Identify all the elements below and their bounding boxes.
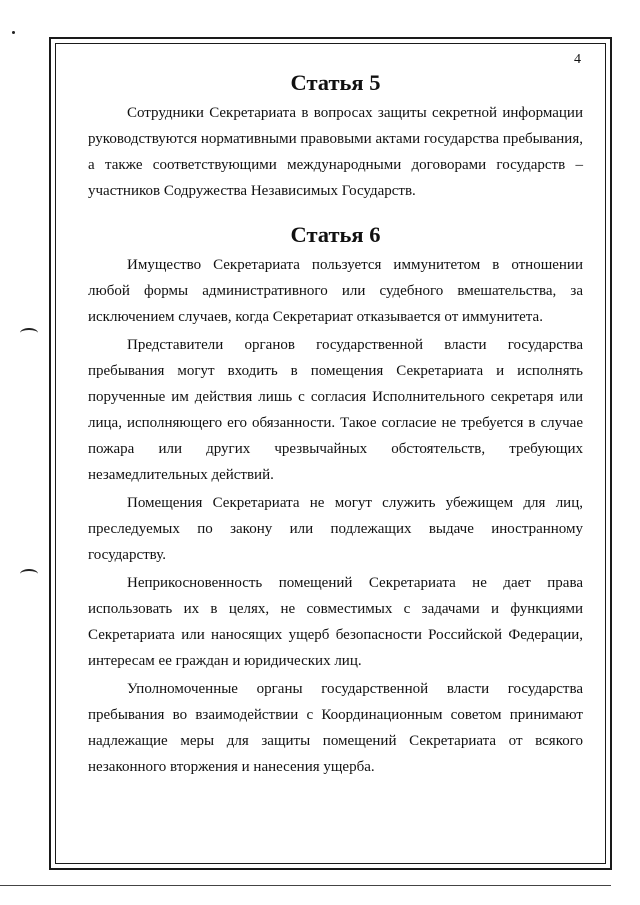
article-5-paragraph: Сотрудники Секретариата в вопросах защиты секретной информации руководствуются нормативными правовыми актами государства пребывания, а также соответствующими международными договорами государств – участников Содружества Независимых Государств. [88,105,583,199]
article-6-title: Статья 6 [290,222,381,247]
binding-hole-mark [20,569,38,579]
binding-hole-mark [20,328,38,338]
article-6-paragraph: Имущество Секретариата пользуется иммунитетом в отношении любой формы административного или судебного вмешательства, за исключением случаев, когда Секретариат отказывается от иммунитета. [88,257,583,325]
scan-speck [12,31,15,34]
scan-edge-line [0,885,611,886]
article-6-paragraph: Уполномоченные органы государственной власти государства пребывания во взаимодействии с Координационным советом принимают надлежащие меры для защиты помещений Секретариата от всякого незаконного вторжения и нанесения ущерба. [88,681,583,775]
article-5-title: Статья 5 [290,70,381,95]
document-body [88,70,583,780]
article-6-paragraph: Представители органов государственной власти государства пребывания могут входить в помещения Секретариата и исполнять порученные им действия лишь с согласия Исполнительного секретаря или лица, исполняющего его обязанности. Такое согласие не требуется в случае пожара или других чрезвычайных обстоятельств, требующих незамедлительных действий. [88,337,583,483]
article-6-paragraph: Помещения Секретариата не могут служить убежищем для лиц, преследуемых по закону или подлежащих выдаче иностранному государству. [88,495,583,563]
page-number: 4 [574,52,581,67]
article-6-paragraph: Неприкосновенность помещений Секретариата не дает права использовать их в целях, не совместимых с задачами и функциями Секретариата или наносящих ущерб безопасности Российской Федерации, интересам ее граждан и юридических лиц. [88,575,583,669]
